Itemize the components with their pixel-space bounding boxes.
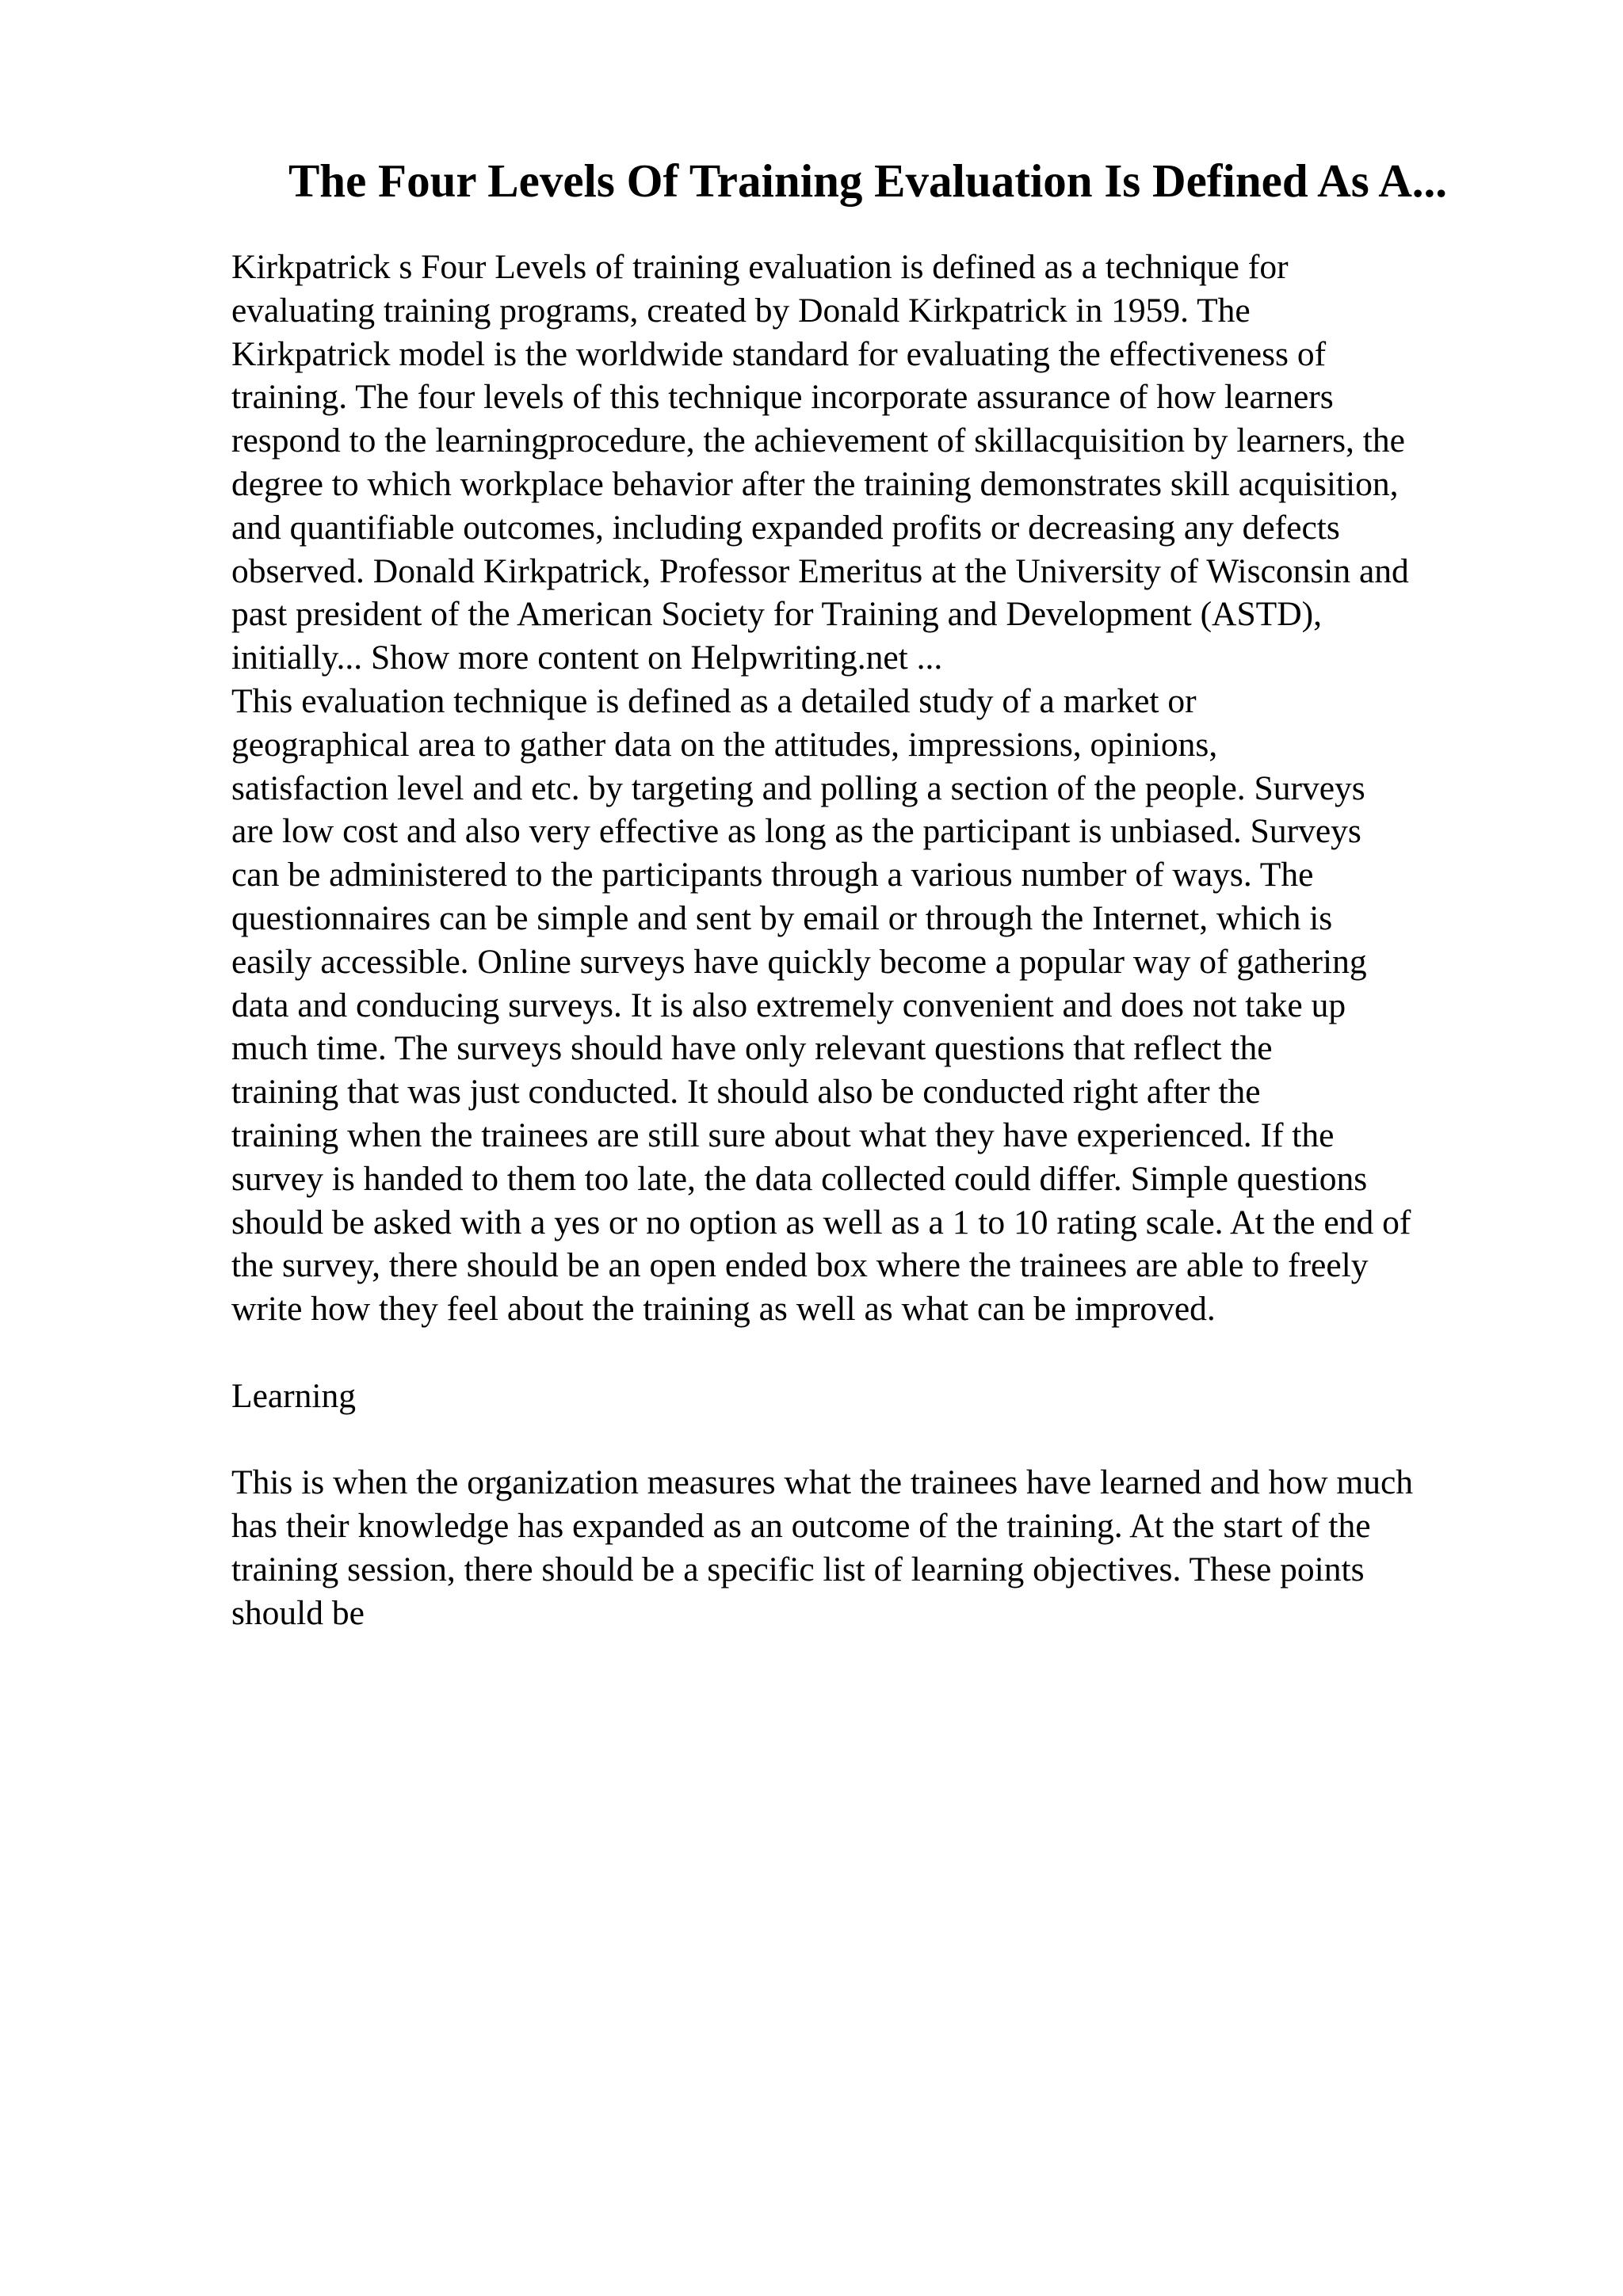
text-line: Kirkpatrick model is the worldwide standard for evaluating the effectiveness of [231,334,1327,373]
paragraph-spacer [231,1331,1515,1375]
document-body [231,246,1515,1635]
text-line: data and conducing surveys. It is also extremely convenient and does not take up [231,986,1346,1024]
document-title: The Four Levels Of Training Evaluation Is Defined As A... [288,154,1448,207]
text-line: respond to the learningprocedure, the achievement of skillacquisition by learners, the [231,421,1405,460]
text-line: satisfaction level and etc. by targeting and polling a section of the people. Surveys [231,769,1365,807]
text-line: evaluating training programs, created by Donald Kirkpatrick in 1959. The [231,291,1251,330]
text-line: easily accessible. Online surveys have quickly become a popular way of gathering [231,942,1367,981]
text-line: training. The four levels of this technique incorporate assurance of how learners [231,378,1334,417]
text-line: past president of the American Society for Training and Development (ASTD), [231,595,1323,634]
text-line: and quantifiable outcomes, including expanded profits or decreasing any defects [231,508,1340,547]
text-line: should be asked with a yes or no option as well as a 1 to 10 rating scale. At the end of [231,1203,1411,1241]
text-line: write how they feel about the training as well as what can be improved. [231,1290,1216,1329]
text-line: training session, there should be a specific list of learning objectives. These points [231,1550,1365,1589]
text-line: This is when the organization measures what the trainees have learned and how much [231,1463,1414,1502]
text-line: the survey, there should be an open ended box where the trainees are able to freely [231,1246,1369,1285]
text-line: training that was just conducted. It should also be conducted right after the [231,1073,1261,1112]
paragraph-intro [231,246,1515,680]
section-heading-learning: Learning [231,1376,357,1415]
paragraph-spacer [231,1418,1515,1462]
text-line: should be [231,1593,365,1632]
text-line: can be administered to the participants through a various number of ways. The [231,856,1314,894]
text-line: observed. Donald Kirkpatrick, Professor Emeritus at the University of Wisconsin and [231,551,1409,590]
text-line: questionnaires can be simple and sent by email or through the Internet, which is [231,898,1333,937]
text-line: geographical area to gather data on the attitudes, impressions, opinions, [231,725,1218,764]
paragraph-learning [231,1461,1515,1634]
text-line: degree to which workplace behavior after the training demonstrates skill acquisition, [231,464,1399,503]
text-line: has their knowledge has expanded as an outcome of the training. At the start of the [231,1507,1371,1546]
text-line: training when the trainees are still sure about what they have experienced. If the [231,1116,1335,1154]
text-line: initially... Show more content on Helpwriting.net ... [231,639,943,677]
text-line: much time. The surveys should have only relevant questions that reflect the [231,1029,1273,1068]
text-line: This evaluation technique is defined as a detailed study of a market or [231,681,1197,720]
text-line: survey is handed to them too late, the data collected could differ. Simple questions [231,1159,1368,1198]
text-line: are low cost and also very effective as long as the participant is unbiased. Surveys [231,812,1361,851]
paragraph-surveys [231,680,1515,1331]
text-line: Kirkpatrick s Four Levels of training evaluation is defined as a technique for [231,248,1289,286]
